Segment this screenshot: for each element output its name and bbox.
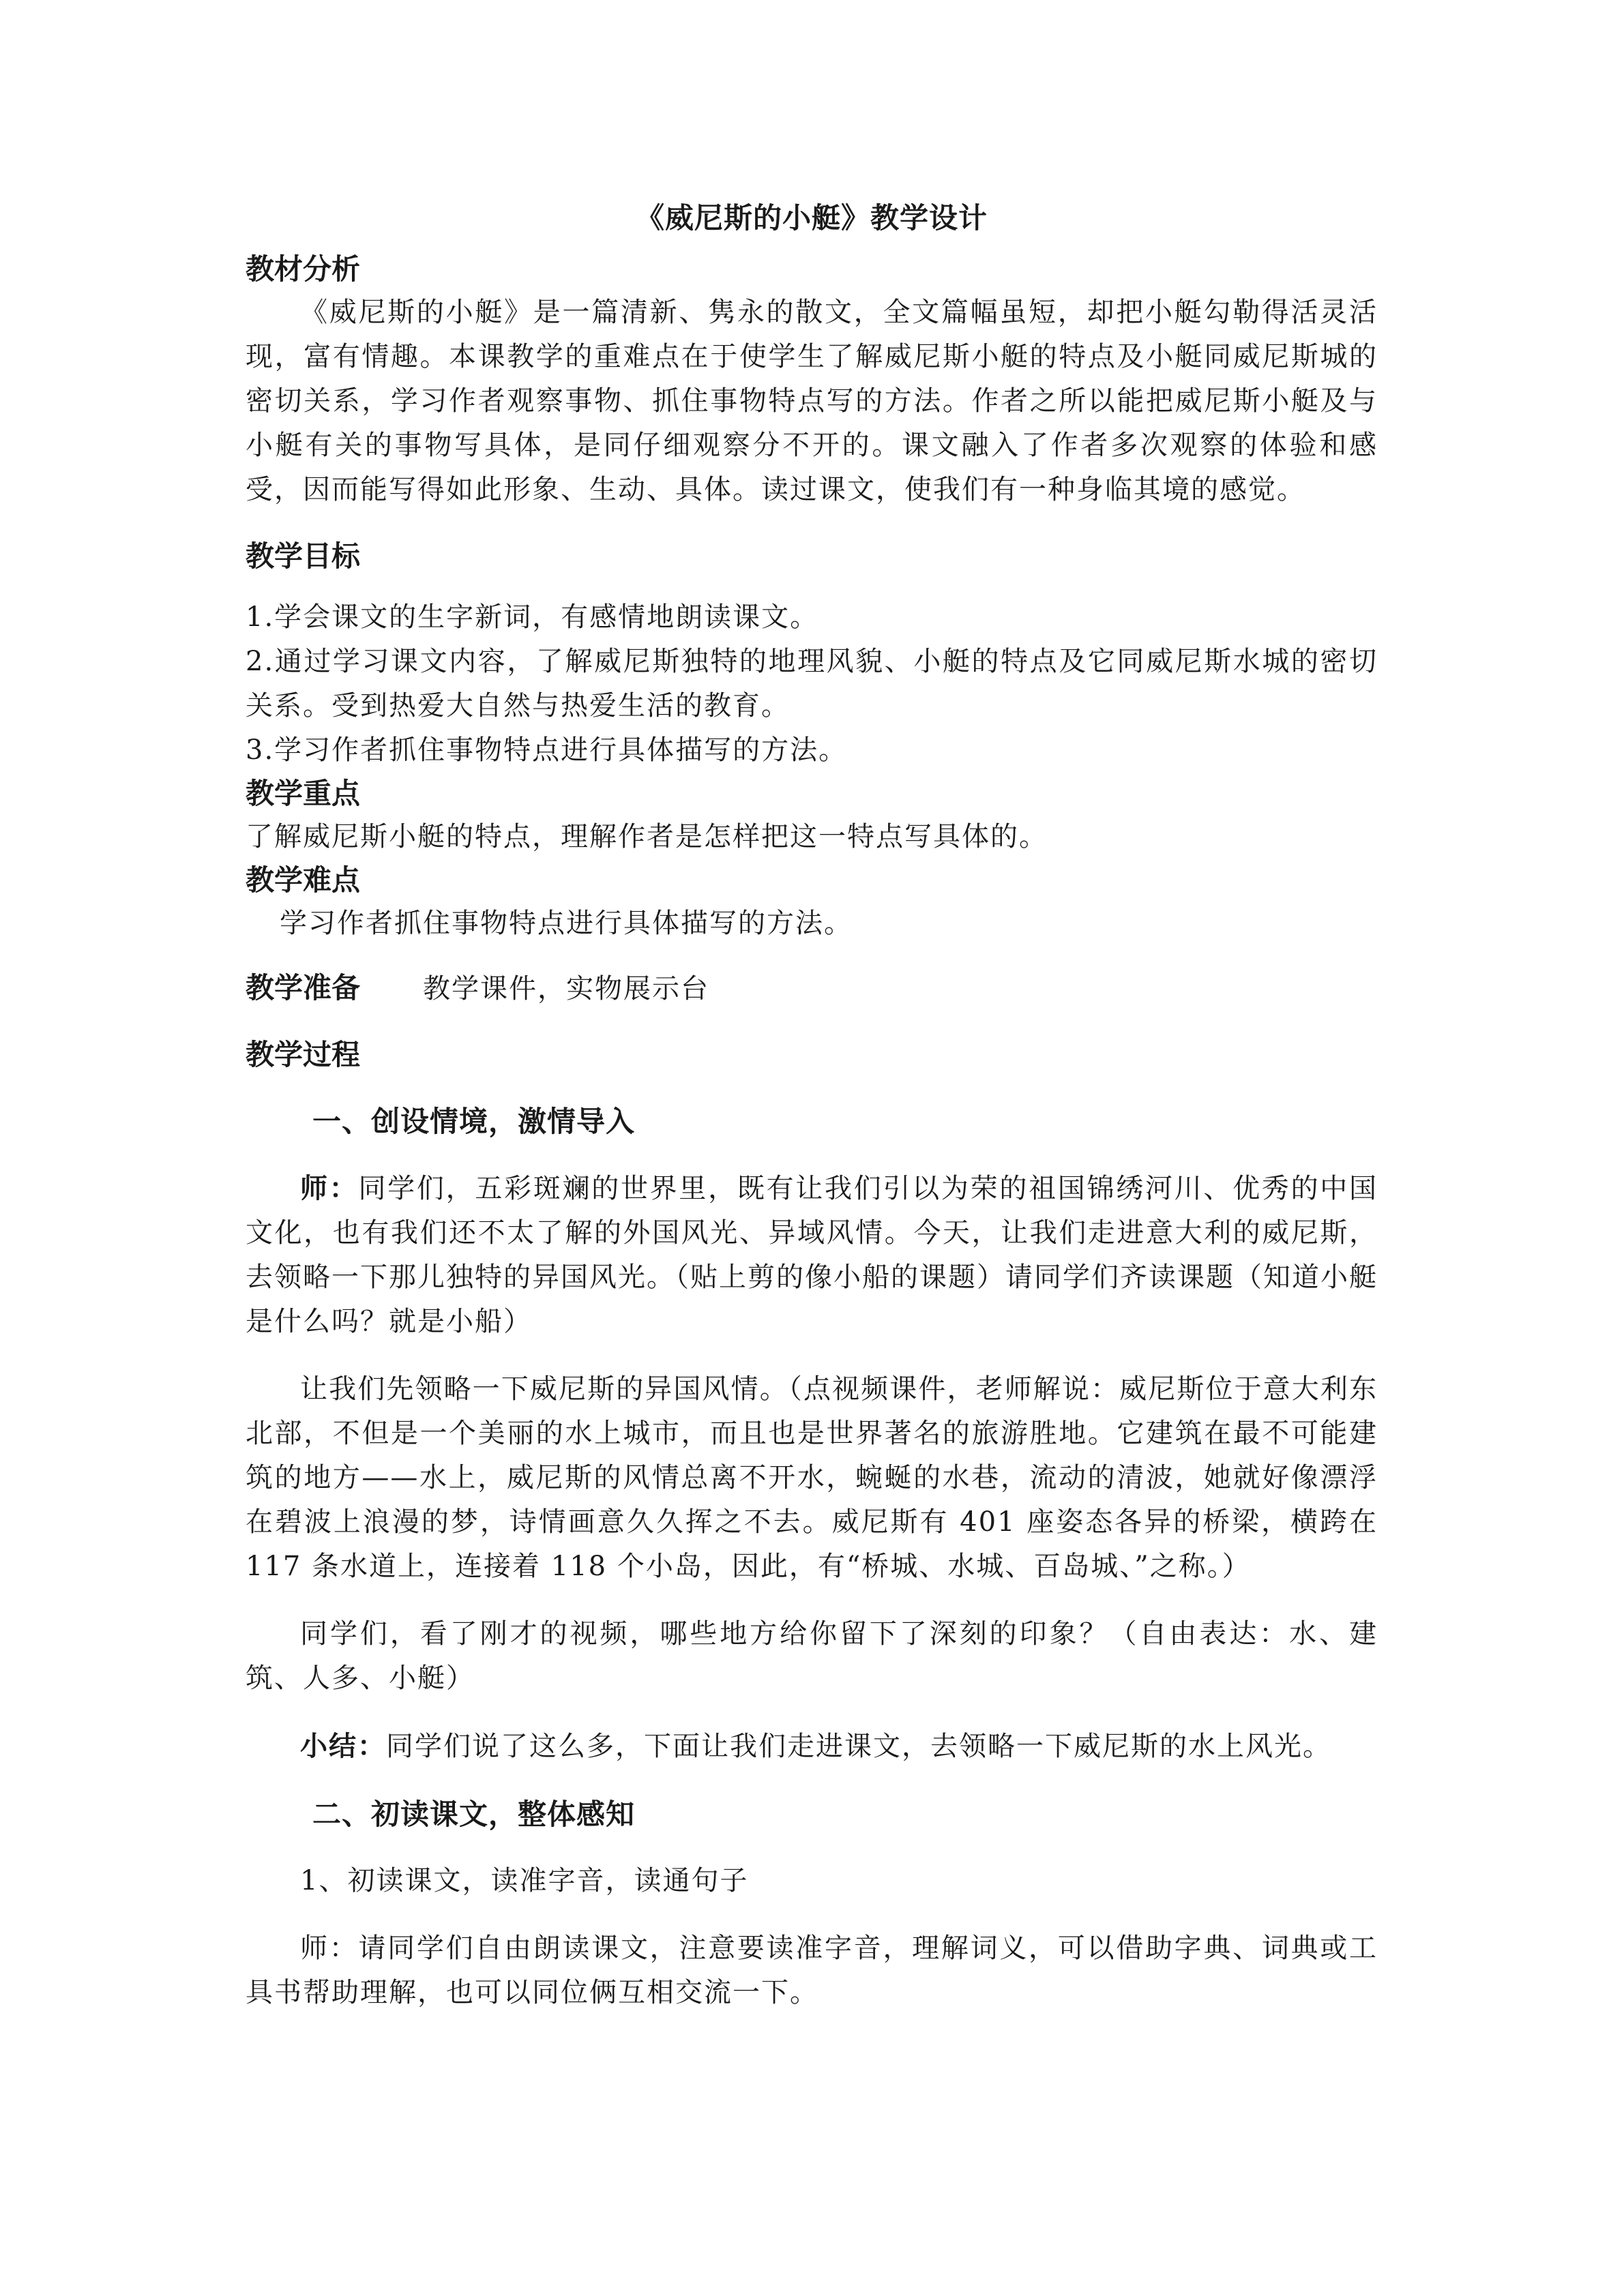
goal-item-2: 2.通过学习课文内容，了解威尼斯独特的地理风貌、小艇的特点及它同威尼斯水城的密切关系。受到热爱大自然与热爱生活的教育。: [246, 646, 1378, 721]
goal-item-1: 1.学会课文的生字新词，有感情地朗读课文。: [246, 601, 819, 633]
paragraph-material-analysis: 《威尼斯的小艇》是一篇清新、隽永的散文，全文篇幅虽短，却把小艇勾勒得活灵活现，富有情趣。本课教学的重难点在于使学生了解威尼斯小艇的特点及小艇同威尼斯城的密切关系，学习作者观察事物、抓住事物特点写的方法。作者之所以能把威尼斯小艇及与小艇有关的事物写具体，是同仔细观察分不开的。课文融入了作者多次观察的体验和感受，因而能写得如此形象、生动、具体。读过课文，使我们有一种身临其境的感觉。: [246, 297, 1378, 505]
paragraph-teacher-intro: [246, 1166, 1378, 1344]
heading-goals: 教学目标: [246, 539, 361, 573]
goal-item-3: 3.学习作者抓住事物特点进行具体描写的方法。: [246, 734, 848, 766]
heading-key-point: 教学重点: [246, 777, 361, 810]
paragraph-teacher-reading: 师：请同学们自由朗读课文，注意要读准字音，理解词义，可以借助字典、词典或工具书帮助理解，也可以同位俩互相交流一下。: [246, 1933, 1378, 2008]
paragraph-summary: [246, 1724, 1378, 1769]
paragraph-step-1: 1、初读课文，读准字音，读通句子: [300, 1865, 749, 1896]
heading-difficulty: 教学难点: [246, 863, 361, 897]
teacher-label: 师：: [300, 1172, 359, 1204]
section-title-2: 二、初读课文，整体感知: [312, 1798, 636, 1831]
paragraph-difficulty: 学习作者抓住事物特点进行具体描写的方法。: [280, 908, 853, 939]
paragraph-impression: 同学们，看了刚才的视频，哪些地方给你留下了深刻的印象？（自由表达：水、建筑、人多、小艇）: [246, 1618, 1378, 1694]
heading-preparation: 教学准备: [246, 971, 361, 1004]
summary-label: 小结：: [300, 1730, 386, 1762]
preparation-value: 教学课件，实物展示台: [423, 973, 710, 1004]
heading-process: 教学过程: [246, 1038, 361, 1071]
paragraph-venice-video: 让我们先领略一下威尼斯的异国风情。（点视频课件，老师解说：威尼斯位于意大利东北部，不但是一个美丽的水上城市，而且也是世界著名的旅游胜地。它建筑在最不可能建筑的地方——水上，威尼斯的风情总离不开水，蜿蜒的水巷，流动的清波，她就好像漂浮在碧波上浪漫的梦，诗情画意久久挥之不去。威尼斯有 401 座姿态各异的桥梁，横跨在 117 条水道上，连接着 118 个小岛，因此，有“桥城、水城、百岛城、”之称。）: [246, 1373, 1378, 1582]
document-title: 《威尼斯的小艇》教学设计: [635, 201, 988, 235]
section-title-1: 一、创设情境，激情导入: [312, 1105, 636, 1138]
summary-text: 同学们说了这么多，下面让我们走进课文，去领略一下威尼斯的水上风光。: [386, 1731, 1331, 1762]
preparation-row: [246, 966, 1378, 1011]
heading-material-analysis: 教材分析: [246, 252, 361, 286]
paragraph-key-point: 了解威尼斯小艇的特点，理解作者是怎样把这一特点写具体的。: [246, 821, 1048, 852]
document-page: [246, 170, 1378, 2015]
teacher-intro-text: 同学们，五彩斑斓的世界里，既有让我们引以为荣的祖国锦绣河川、优秀的中国文化，也有我们还不太了解的外国风光、异域风情。今天，让我们走进意大利的威尼斯，去领略一下那儿独特的异国风光。（贴上剪的像小船的课题）请同学们齐读课题（知道小艇是什么吗？就是小船）: [246, 1173, 1378, 1337]
